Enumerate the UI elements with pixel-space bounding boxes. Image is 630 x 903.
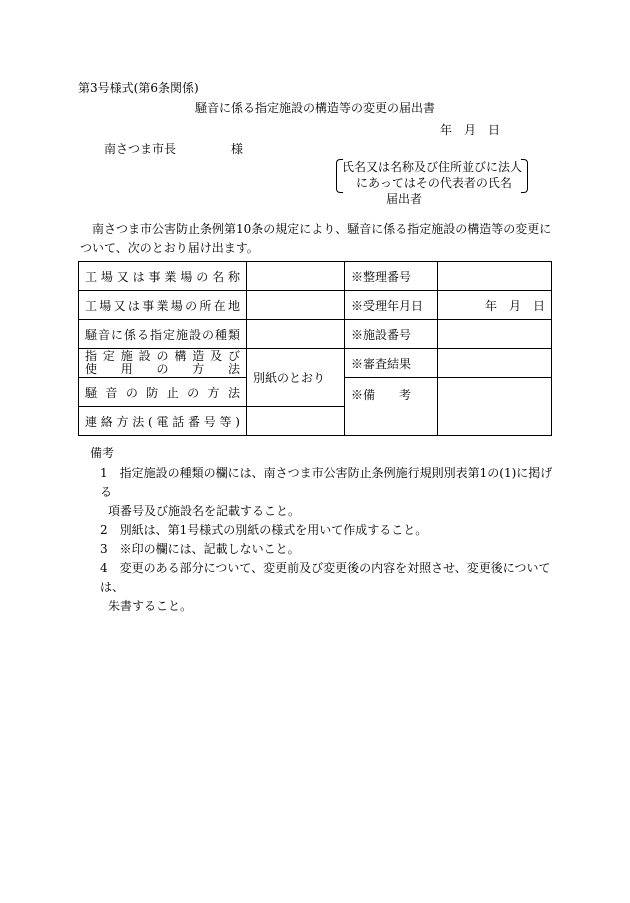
label-structure-usage [79, 349, 247, 378]
notes-list [100, 464, 560, 616]
value-factory-address[interactable] [247, 291, 345, 320]
note-1a: 1 指定施設の種類の欄には、南さつま市公害防止条例施行規則別表第1の(1)に掲げる [100, 466, 553, 499]
form-number: 第3号様式(第6条関係) [78, 81, 199, 95]
note-4b: 朱書すること。 [108, 599, 193, 613]
addressee: 南さつま市長 [104, 142, 177, 156]
label-structure-line-b: 使用の方法 [85, 362, 240, 376]
table-row [79, 262, 552, 291]
value-facility-type[interactable] [247, 320, 345, 349]
notes-heading: 備考 [90, 446, 115, 460]
label-noise-prevention: 騒音の防止の方法 [79, 378, 247, 407]
value-factory-name[interactable] [247, 262, 345, 291]
document-title: 騒音に係る指定施設の構造等の変更の届出書 [194, 101, 435, 115]
value-reference-number [438, 262, 552, 291]
date-line: 年 月 日 [440, 123, 501, 137]
value-contact[interactable] [247, 407, 345, 436]
label-factory-name: 工場又は事業場の名称 [79, 262, 247, 291]
label-factory-address: 工場又は事業場の所在地 [79, 291, 247, 320]
label-facility-type: 騒音に係る指定施設の種類 [79, 320, 247, 349]
table-row [79, 291, 552, 320]
label-structure-line-a: 指定施設の構造及び [85, 349, 240, 363]
note-2: 2 別紙は、第1号様式の別紙の様式を用いて作成すること。 [100, 523, 428, 537]
table-row [79, 320, 552, 349]
value-see-attachment: 別紙のとおり [247, 349, 345, 407]
left-bracket [336, 159, 343, 193]
body-line-2: ついて、次のとおり届け出ます。 [80, 241, 259, 255]
body-line-1: 南さつま市公害防止条例第10条の規定により、騒音に係る指定施設の構造等の変更に [92, 222, 552, 236]
note-4a: 4 変更のある部分について、変更前及び変更後の内容を対照させ、変更後については、 [100, 561, 551, 594]
honorific: 様 [231, 142, 244, 156]
note-1b: 項番号及び施設名を記載すること。 [108, 504, 301, 518]
label-review-result: ※審査結果 [345, 349, 438, 378]
label-receipt-date: ※受理年月日 [345, 291, 438, 320]
name-line-2: にあってはその代表者の氏名 [356, 176, 512, 190]
value-review-result [438, 349, 552, 378]
notifier-label: 届出者 [386, 192, 423, 206]
label-contact: 連絡方法(電話番号等) [79, 407, 247, 436]
notification-table [78, 261, 552, 436]
name-line-1: 氏名又は名称及び住所並びに法人 [342, 160, 523, 174]
applicant-name-bracket [342, 159, 522, 191]
value-remarks [438, 378, 552, 436]
body-paragraph [80, 220, 560, 258]
table-row [79, 349, 552, 378]
value-receipt-date: 年 月 日 [438, 291, 552, 320]
value-facility-number [438, 320, 552, 349]
label-facility-number: ※施設番号 [345, 320, 438, 349]
note-3: 3 ※印の欄には、記載しないこと。 [100, 542, 300, 556]
label-reference-number: ※整理番号 [345, 262, 438, 291]
label-remarks: ※備 考 [345, 378, 438, 436]
right-bracket [521, 159, 528, 193]
